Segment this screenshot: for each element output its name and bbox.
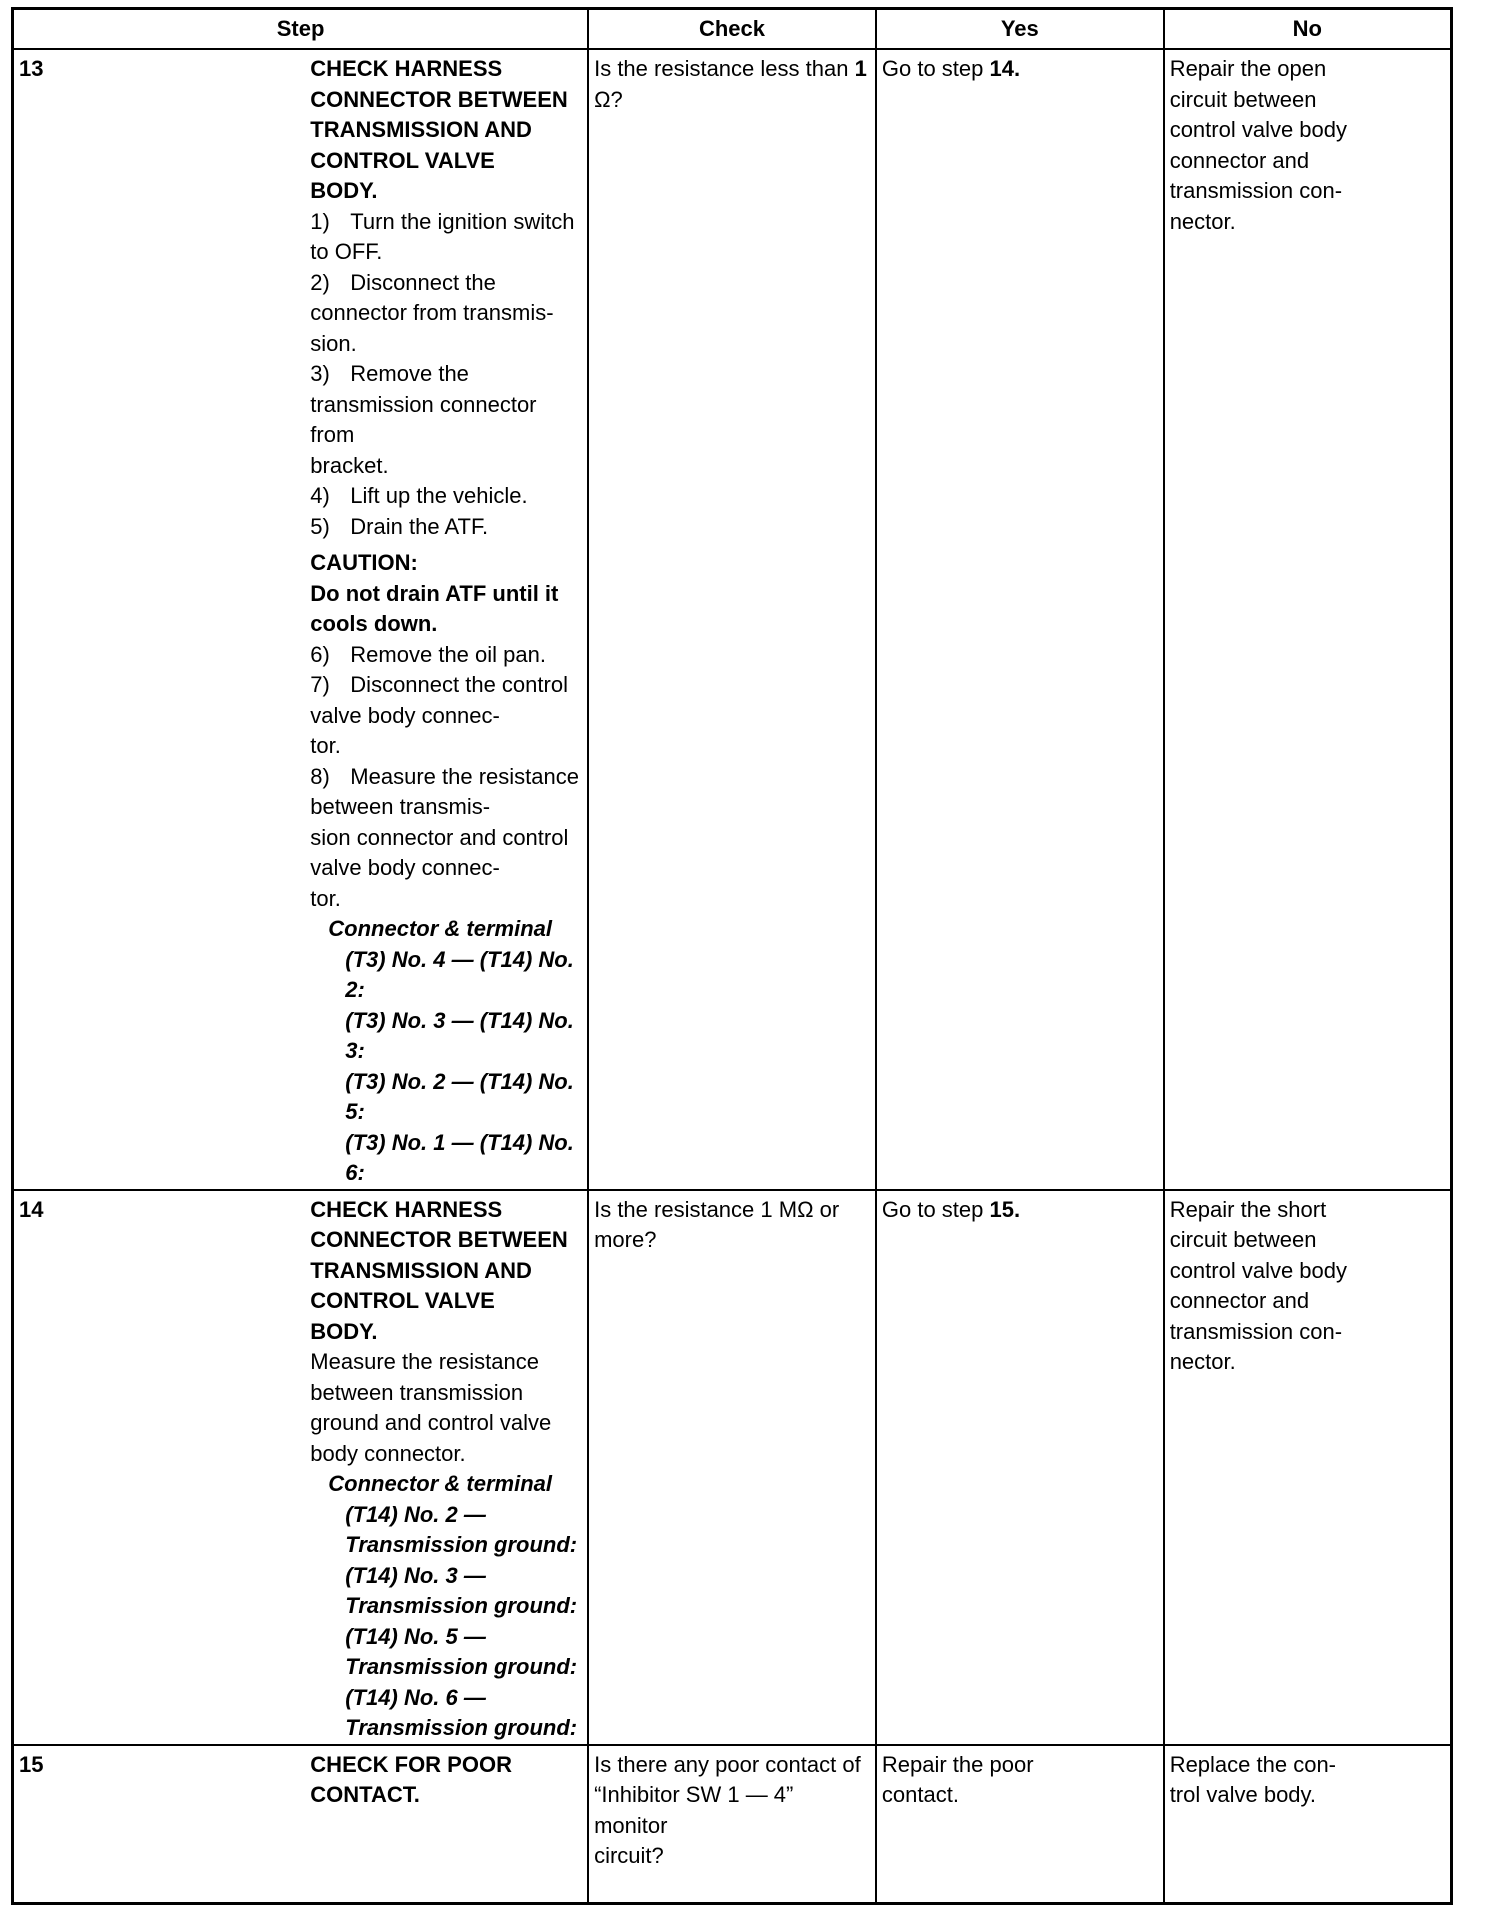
procedure-item-cont: bracket. [310, 452, 389, 478]
procedure-item-cont: sion. [310, 330, 357, 356]
procedure-item: 2) Disconnect the connector from transmis- [310, 269, 554, 325]
header-step: Step [13, 9, 589, 50]
header-no: No [1164, 9, 1452, 50]
yes-cell: Repair the poor contact. [876, 1745, 1164, 1904]
header-check: Check [588, 9, 876, 50]
connector-terminal: (T3) No. 1 — (T14) No. 6: [345, 1129, 574, 1185]
procedure-item: 7) Disconnect the control valve body connec- [310, 672, 568, 728]
table-row-13 [13, 49, 1452, 1190]
step-cell [300, 49, 588, 1190]
step-number: 13 [13, 49, 301, 1190]
procedure-item: 1) Turn the ignition switch to OFF. [310, 208, 575, 264]
step-title-line: BODY. [310, 178, 378, 203]
step-title-line: TRANSMISSION AND CONTROL VALVE [310, 1257, 532, 1313]
connector-terminal: (T3) No. 3 — (T14) No. 3: [345, 1007, 574, 1063]
diagnostic-table [11, 7, 1453, 1905]
table-row-14 [13, 1190, 1452, 1745]
step-title-line: TRANSMISSION AND CONTROL VALVE [310, 117, 532, 173]
caution-label: CAUTION: [310, 550, 418, 575]
check-cell: Is the resistance less than 1 Ω? [588, 49, 876, 1190]
no-cell: Repair the open circuit between control valve body connector and transmission con- nector. [1164, 49, 1452, 1190]
connector-terminal: (T14) No. 2 — Transmission ground: [345, 1501, 578, 1557]
step-cell [300, 1190, 588, 1745]
procedure-item-cont: sion connector and control valve body connec- [310, 824, 569, 880]
header-yes: Yes [876, 9, 1164, 50]
step-description: Measure the resistance between transmission [310, 1349, 539, 1405]
step-cell [300, 1745, 588, 1904]
step-description: ground and control valve body connector. [310, 1410, 552, 1466]
table-row-15 [13, 1745, 1452, 1904]
procedure-item: 5) Drain the ATF. [310, 513, 489, 539]
procedure-item-cont: tor. [310, 885, 341, 911]
connector-terminal: (T14) No. 6 — Transmission ground: [345, 1684, 578, 1740]
step-title-line: CHECK FOR POOR CONTACT. [310, 1751, 512, 1807]
step-number: 14 [13, 1190, 301, 1745]
check-cell: Is there any poor contact of “Inhibitor SW 1 — 4” monitor circuit? [588, 1745, 876, 1904]
procedure-item: 6) Remove the oil pan. [310, 641, 546, 667]
no-cell: Repair the short circuit between control valve body connector and transmission con- nector. [1164, 1190, 1452, 1745]
connector-label: Connector & terminal [328, 916, 552, 941]
caution-text: Do not drain ATF until it cools down. [310, 580, 559, 636]
yes-cell: Go to step 15. [876, 1190, 1164, 1745]
connector-terminal: (T3) No. 2 — (T14) No. 5: [345, 1068, 574, 1124]
no-cell: Replace the con- trol valve body. [1164, 1745, 1452, 1904]
step-number: 15 [13, 1745, 301, 1904]
connector-label: Connector & terminal [328, 1471, 552, 1496]
step-title-line: CHECK HARNESS CONNECTOR BETWEEN [310, 56, 568, 112]
procedure-item: 8) Measure the resistance between transmis- [310, 763, 579, 819]
yes-cell: Go to step 14. [876, 49, 1164, 1190]
connector-terminal: (T3) No. 4 — (T14) No. 2: [345, 946, 574, 1002]
procedure-item: 4) Lift up the vehicle. [310, 483, 528, 508]
header-row [13, 9, 1452, 50]
step-title-line: BODY. [310, 1318, 378, 1344]
procedure-item: 3) Remove the transmission connector from [310, 361, 537, 447]
connector-terminal: (T14) No. 5 — Transmission ground: [345, 1623, 578, 1679]
procedure-item-cont: tor. [310, 733, 341, 758]
check-cell: Is the resistance 1 MΩ or more? [588, 1190, 876, 1745]
step-title-line: CHECK HARNESS CONNECTOR BETWEEN [310, 1196, 568, 1252]
connector-terminal: (T14) No. 3 — Transmission ground: [345, 1562, 578, 1618]
